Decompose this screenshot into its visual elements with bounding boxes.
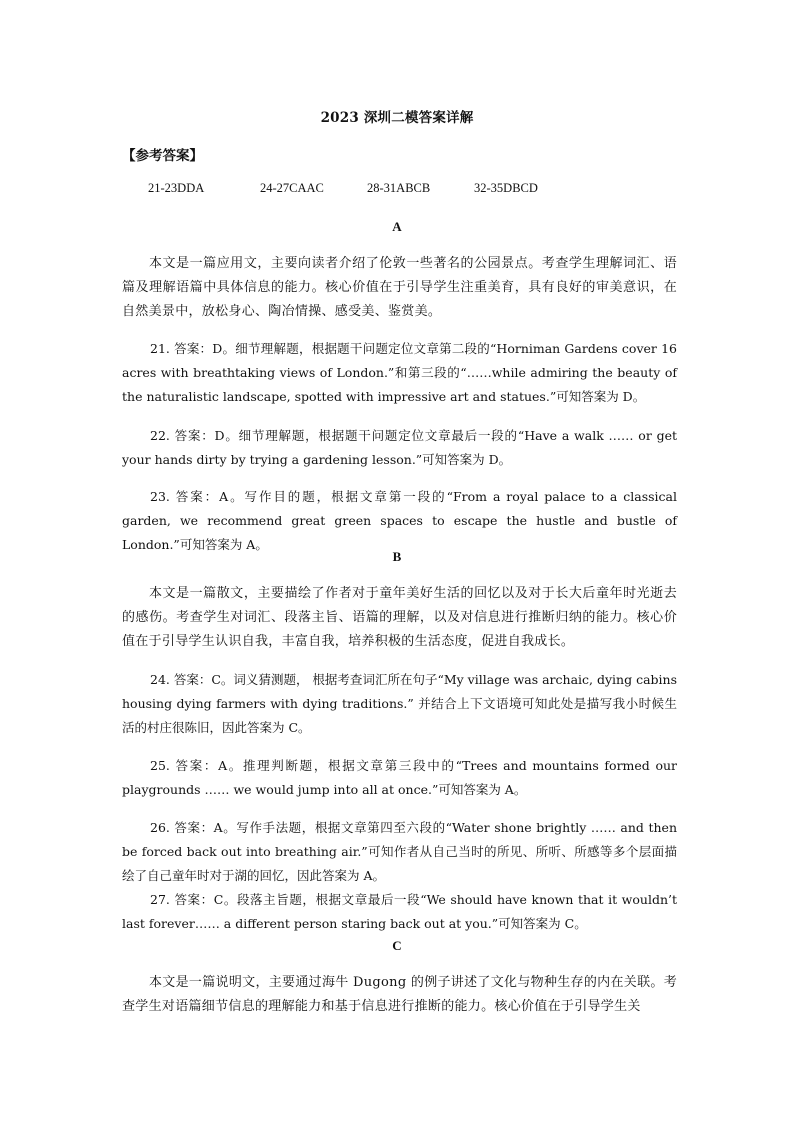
page-title: 2023 深圳二模答案详解	[320, 110, 474, 126]
question-22-explanation: 22. 答案：D。细节理解题，根据题干问题定位文章最后一段的“Have a walk …… or get your hands dirty by trying a gardening lesson.”可知答案为 D。	[122, 428, 677, 467]
question-23-explanation: 23. 答案：A。写作目的题，根据文章第一段的“From a royal palace to a classical garden, we recommend great green spaces to escape the hustle and bustle of London.”可知答案为 A。	[122, 489, 677, 552]
question-27-explanation: 27. 答案：C。段落主旨题，根据文章最后一段“We should have known that it wouldn’t last forever…… a different person staring back out at you.”可知答案为 C。	[122, 892, 677, 931]
question-26-explanation: 26. 答案：A。写作手法题，根据文章第四至六段的“Water shone brightly …… and then be forced back out into breathing air.”可知作者从自己当时的所见、所听、所感等多个层面描绘了自己童年时对于湖的回忆，因此答案为 A。	[122, 820, 677, 883]
section-a-intro: 本文是一篇应用文，主要向读者介绍了伦敦一些著名的公园景点。考查学生理解词汇、语篇及理解语篇中具体信息的能力。核心价值在于引导学生注重美育，具有良好的审美意识，在自然美景中，放松身心、陶冶情操、感受美、鉴赏美。	[122, 256, 677, 319]
answer-group-32-35: 32-35DBCD	[474, 181, 538, 195]
section-heading-a: A	[392, 219, 402, 234]
question-21-explanation: 21. 答案：D。细节理解题，根据题干问题定位文章第二段的“Horniman Gardens cover 16 acres with breathtaking views of London.”和第三段的“……while admiring the beauty of the naturalistic landscape, spotted with impressive art and statues.”可知答案为 D。	[122, 341, 677, 404]
section-b-intro: 本文是一篇散文，主要描绘了作者对于童年美好生活的回忆以及对于长大后童年时光逝去的感伤。考查学生对词汇、段落主旨、语篇的理解，以及对信息进行推断归纳的能力。核心价值在于引导学生认识自我，丰富自我，培养积极的生活态度，促进自我成长。	[122, 586, 677, 649]
section-c-intro: 本文是一篇说明文，主要通过海牛 Dugong 的例子讲述了文化与物种生存的内在关联。考查学生对语篇细节信息的理解能力和基于信息进行推断的能力。核心价值在于引导学生关	[122, 975, 677, 1014]
answer-group-21-23: 21-23DDA	[148, 181, 205, 195]
section-heading-b: B	[392, 549, 402, 564]
section-heading-c: C	[392, 938, 402, 953]
question-25-explanation: 25. 答案：A。推理判断题，根据文章第三段中的“Trees and mountains formed our playgrounds …… we would jump into all at once.”可知答案为 A。	[122, 758, 677, 797]
answer-group-28-31: 28-31ABCB	[367, 181, 431, 195]
question-24-explanation: 24. 答案：C。词义猜测题， 根据考查词汇所在句子“My village was archaic, dying cabins housing dying farmers with dying traditions.” 并结合上下文语境可知此处是描写我小时候生活的村庄很陈旧，因此答案为 C。	[122, 672, 677, 735]
reference-answer-heading: 【参考答案】	[122, 148, 203, 164]
answer-group-24-27: 24-27CAAC	[260, 181, 324, 195]
